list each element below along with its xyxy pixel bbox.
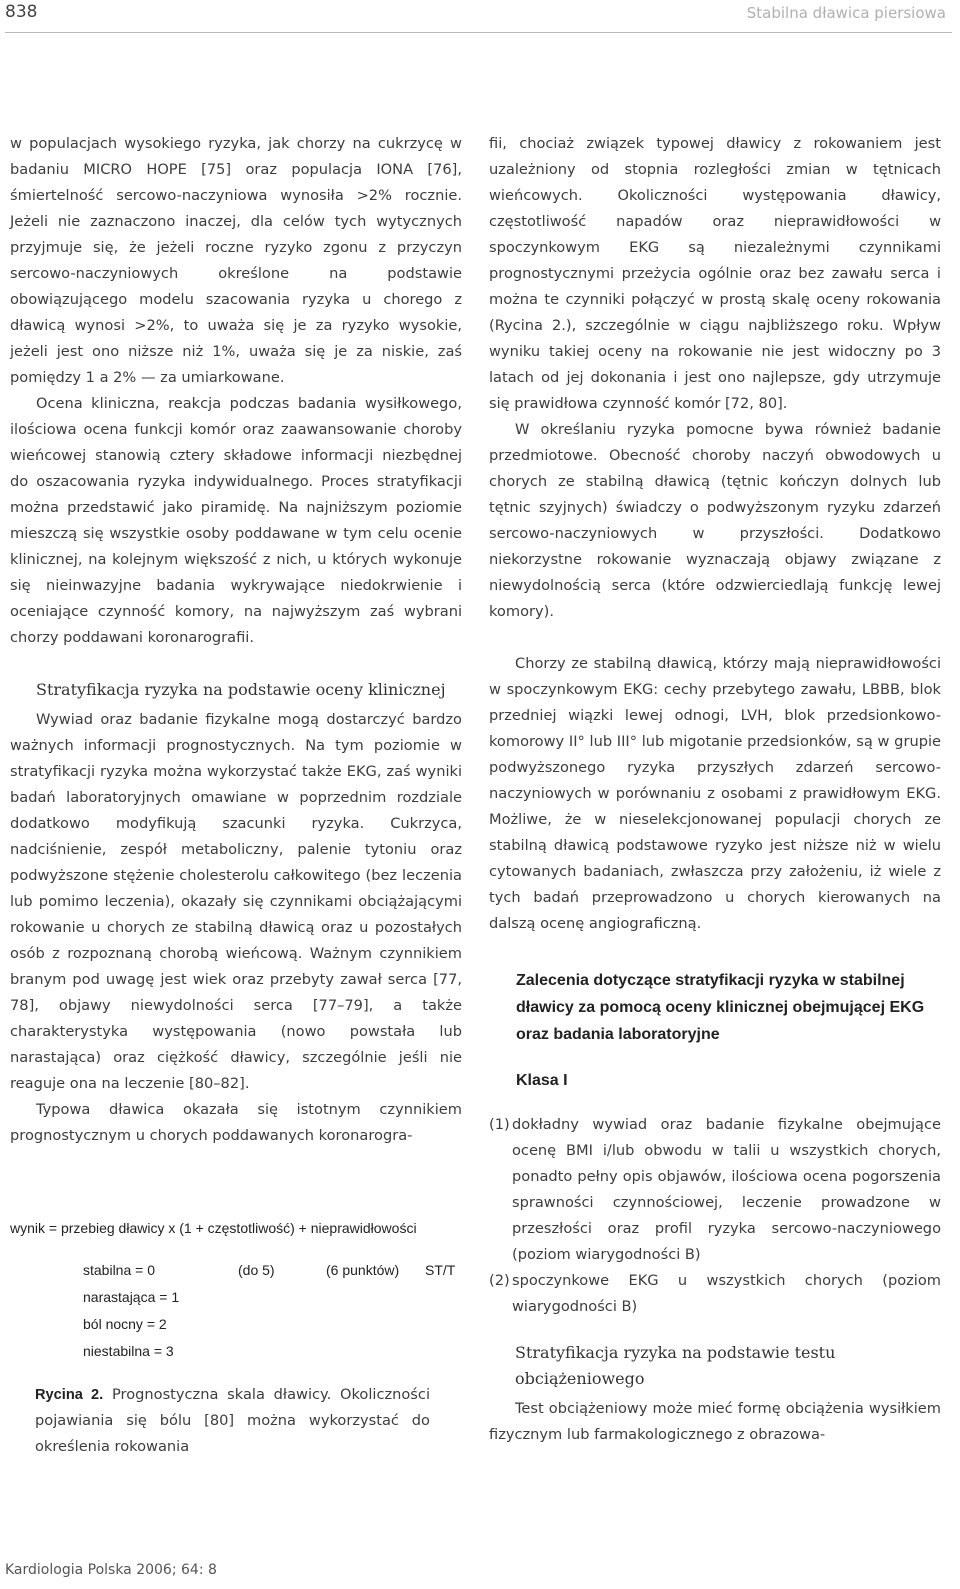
paragraph-physical-exam: W określaniu ryzyka pomocne bywa również badanie przedmiotowe. Obecność choroby naczyń obwodowych u chorych ze stabilną dławicą (tętnic kończyn dolnych lub tętnic szyjnych) świadczy o podwyższonym ryzyku zdarzeń sercowo-naczyniowych w przyszłości. Dodatkowo niekorzystne rokowanie wyznaczają objawy związane z niewydolnością serca (które odzwierciedlają funkcję lewej komory). <box>489 421 941 620</box>
left-column <box>10 131 462 1149</box>
section-heading-stress-test: Stratyfikacja ryzyka na podstawie testu obciążeniowego <box>515 1343 836 1388</box>
figure-row-increasing <box>0 1289 460 1316</box>
figure-label-unstable: niestabilna = 3 <box>83 1343 174 1359</box>
figure-label-increasing: narastająca = 1 <box>83 1289 180 1305</box>
figure-row-stable <box>0 1262 460 1289</box>
figure-row-nocturnal <box>0 1316 460 1343</box>
figure-label-nocturnal: ból nocny = 2 <box>83 1316 167 1332</box>
class-heading: Klasa I <box>516 1072 568 1089</box>
figure-label-stt: ST/T <box>425 1262 456 1278</box>
running-title: Stabilna dławica piersiowa <box>746 4 946 22</box>
figure-formula: wynik = przebieg dławicy x (1 + częstotliwość) + nieprawidłowości <box>10 1220 417 1236</box>
figure-label-points: (6 punktów) <box>326 1262 400 1278</box>
paragraph-history-exam: Wywiad oraz badanie fizykalne mogą dostarczyć bardzo ważnych informacji prognostycznych. Na tym poziomie w stratyfikacji ryzyka można wykorzystać także EKG, zaś wyniki badań laboratoryjnych omawiane w poprzednim rozdziale dodatkowo modyfikują szacunki ryzyka. Cukrzyca, nadciśnienie, zespół metaboliczny, palenie tytoniu oraz podwyższone stężenie cholesterolu całkowitego (bez leczenia lub pomimo leczenia), okazały się czynnikami obciążającymi rokowanie u chorych ze stabilną dławicą oraz u pozostałych osób z rozpoznaną chorobą wieńcową. Ważnym czynnikiem branym pod uwagę jest wiek oraz przebyty zawał serca [77, 78], objawy niewydolności serca [77–79], a także charakterystyka występowania (nowo powstała lub narastająca) oraz ciężkość dławicy, szczególnie jeśli nie reaguje ona na leczenie [80–82]. <box>10 711 462 1092</box>
journal-footer: Kardiologia Polska 2006; 64: 8 <box>5 1562 217 1578</box>
figure-caption <box>35 1382 430 1460</box>
recommendations-list <box>489 1112 941 1320</box>
header-rule <box>5 32 952 33</box>
section-heading-clinical: Stratyfikacja ryzyka na podstawie oceny klinicznej <box>36 680 446 699</box>
page-header <box>0 0 960 34</box>
list-marker: (2) <box>489 1272 510 1289</box>
figure-label-stable: stabilna = 0 <box>83 1262 155 1278</box>
paragraph-typical-angina-cont: fii, chociaż związek typowej dławicy z rokowaniem jest uzależniony od stopnia rozległości zmian w tętnicach wieńcowych. Okoliczności występowania dławicy, częstotliwość napadów oraz nieprawidłowości w spoczynkowym EKG są niezależnymi czynnikami prognostycznymi przeżycia ogólnie oraz bez zawału serca i można te czynniki połączyć w prostą skalę oceny rokowania (Rycina 2.), szczególnie w ciągu najbliższego roku. Wpływ wyniku takiej oceny na rokowanie nie jest widoczny po 3 latach od jej dokonania i jest ono najlepsze, gdy utrzymuje się prawidłowa czynność komór [72, 80]. <box>489 135 941 412</box>
page-number: 838 <box>5 2 38 22</box>
paragraph-typical-angina: Typowa dławica okazała się istotnym czynnikiem prognostycznym u chorych poddawanych koronarogra- <box>10 1101 462 1144</box>
right-column <box>489 131 941 1448</box>
figure-row-unstable <box>0 1343 460 1370</box>
figure-label-range: (do 5) <box>238 1262 275 1278</box>
paragraph-ecg-abnormalities: Chorzy ze stabilną dławicą, którzy mają nieprawidłowości w spoczynkowym EKG: cechy przebytego zawału, LBBB, blok przedniej wiązki lewej odnogi, LVH, blok przedsionkowo-komorowy II° lub III° lub migotanie przedsionków, są w grupie podwyższonego ryzyka przyszłych zdarzeń sercowo-naczyniowych w porównaniu z osobami z prawidłowym EKG. Możliwe, że w nieselekcjonowanej populacji chorych ze stabilną dławicą podstawowe ryzyko jest niższe niż w wielu cytowanych badaniach, zwłaszcza przy założeniu, iż wiele z tych badań przeprowadzono u chorych kierowanych na dalszą ocenę angiograficzną. <box>489 655 941 932</box>
list-marker: (1) <box>489 1116 510 1133</box>
paragraph-risk-intro: w populacjach wysokiego ryzyka, jak chorzy na cukrzycę w badaniu MICRO HOPE [75] oraz populacja IONA [76], śmiertelność sercowo-naczyniowa wynosiła >2% rocznie. Jeżeli nie zaznaczono inaczej, dla celów tych wytycznych przyjmuje się, że jeżeli roczne ryzyko zgonu z przyczyn sercowo-naczyniowych określone na podstawie obowiązującego modelu szacowania ryzyka u chorego z dławicą wynosi >2%, to uważa się je za ryzyko wysokie, jeżeli jest ono niższe niż 1%, uważa się je za niskie, zaś pomiędzy 1 a 2% — za umiarkowane. <box>10 135 462 386</box>
paragraph-stress-test: Test obciążeniowy może mieć formę obciążenia wysiłkiem fizycznym lub farmakologicznego z obrazowa- <box>489 1400 941 1443</box>
list-item <box>489 1112 941 1268</box>
figure-angina-score <box>0 1218 460 1370</box>
list-item <box>489 1268 941 1320</box>
list-item-text: dokładny wywiad oraz badanie fizykalne obejmujące ocenę BMI i/lub obwodu w talii u wszystkich chorych, ponadto pełny opis objawów, ilościowa ocena pogorszenia sprawności czynnościowej, leczenie prowadzone w przeszłości oraz profil ryzyka sercowo-naczyniowego (poziom wiarygodności B) <box>512 1116 941 1263</box>
caption-label: Rycina 2. <box>35 1387 104 1403</box>
caption-text: Prognostyczna skala dławicy. Okoliczności pojawiania się bólu [80] można wykorzystać do określenia rokowania <box>35 1386 430 1455</box>
list-item-text: spoczynkowe EKG u wszystkich chorych (poziom wiarygodności B) <box>512 1272 941 1315</box>
paragraph-clinical-assessment: Ocena kliniczna, reakcja podczas badania wysiłkowego, ilościowa ocena funkcji komór oraz zaawansowanie choroby wieńcowej stanowią cztery składowe informacji niezbędnej do oszacowania ryzyka indywidualnego. Proces stratyfikacji można przedstawić jako piramidę. Na najniższym poziomie mieszczą się wszystkie osoby poddawane w tym celu ocenie klinicznej, na kolejnym większość z nich, u których wykonuje się nieinwazyjne badania wykrywające niedokrwienie i oceniające czynność komory, na najwyższym zaś wybrani chorzy poddawani koronarografii. <box>10 395 462 646</box>
recommendations-heading: Zalecenia dotyczące stratyfikacji ryzyka w stabilnej dławicy za pomocą oceny klinicznej obejmującej EKG oraz badania laboratoryjne <box>516 972 925 1043</box>
